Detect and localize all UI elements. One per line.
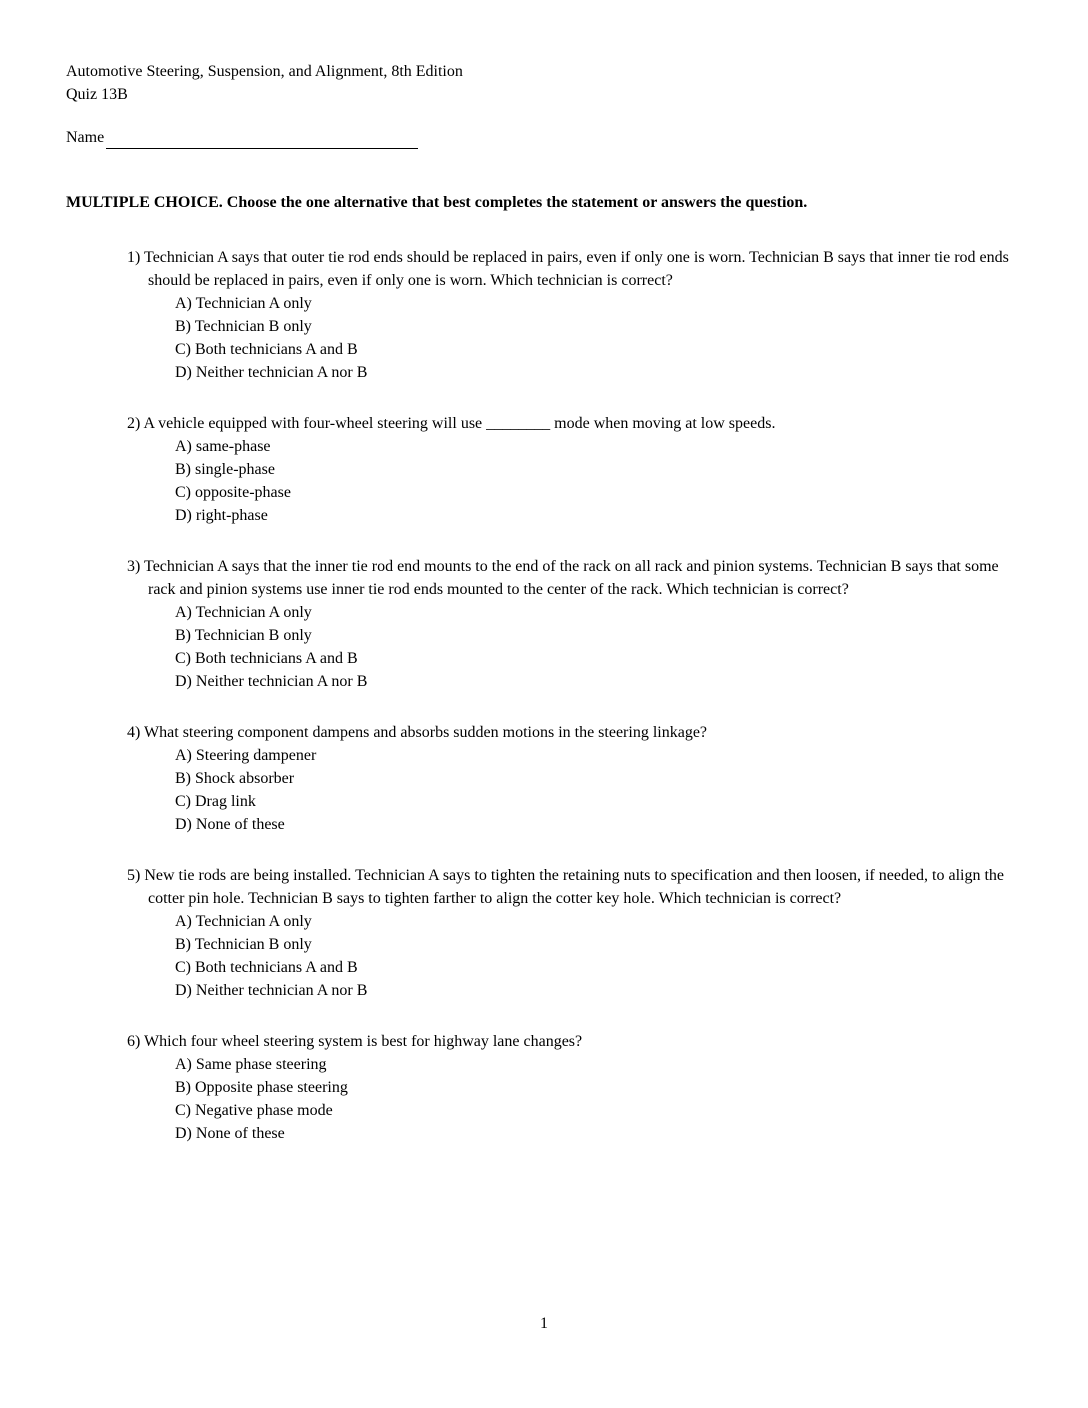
name-label: Name [66,129,105,146]
question-body: A vehicle equipped with four-wheel steering will use ________ mode when moving at low speeds. [143,415,776,432]
choice-c: C) Both technicians A and B [175,341,358,358]
question-5 [127,864,1018,1002]
page-number: 1 [540,1315,548,1332]
choice-c: C) Both technicians A and B [175,650,358,667]
choice-a: A) Same phase steering [175,1056,327,1073]
question-body: New tie rods are being installed. Technician A says to tighten the retaining nuts to specification and then loosen, if needed, to align the cotter pin hole. Technician B says to tighten farther to align the cotter key hole. Which technician is correct? [144,867,1005,907]
choice-d: D) Neither technician A nor B [175,982,368,999]
name-field-row [66,126,1018,149]
question-body: Technician A says that outer tie rod ends should be replaced in pairs, even if only one is worn. Technician B says that inner tie rod ends should be replaced in pairs, even if only one is worn. Which technician is correct? [144,249,1009,289]
name-blank-line [106,130,418,149]
choice-list [175,744,1018,836]
choice-c: C) opposite-phase [175,484,291,501]
question-1 [127,246,1018,384]
document-title: Automotive Steering, Suspension, and Alignment, 8th Edition [66,63,463,80]
choice-list [175,1053,1018,1145]
choice-a: A) Steering dampener [175,747,317,764]
choice-d: D) None of these [175,816,285,833]
question-number: 4) [127,724,141,741]
question-text [127,1030,1018,1053]
choice-list [175,435,1018,527]
question-text [127,555,1018,601]
question-text [127,864,1018,910]
question-number: 5) [127,867,141,884]
question-body: Technician A says that the inner tie rod end mounts to the end of the rack on all rack and pinion systems. Technician B says that some rack and pinion systems use inner tie rod ends mounted to the center of the rack. Which technician is correct? [144,558,999,598]
choice-list [175,601,1018,693]
question-number: 6) [127,1033,141,1050]
question-2 [127,412,1018,527]
question-body: Which four wheel steering system is best for highway lane changes? [144,1033,583,1050]
choice-a: A) same-phase [175,438,271,455]
question-list [127,246,1018,1145]
choice-b: B) Technician B only [175,318,312,335]
question-text [127,412,1018,435]
question-6 [127,1030,1018,1145]
choice-d: D) right-phase [175,507,268,524]
question-number: 2) [127,415,141,432]
question-number: 3) [127,558,141,575]
choice-c: C) Drag link [175,793,256,810]
choice-d: D) None of these [175,1125,285,1142]
question-number: 1) [127,249,141,266]
choice-b: B) single-phase [175,461,275,478]
choice-d: D) Neither technician A nor B [175,673,368,690]
choice-b: B) Technician B only [175,627,312,644]
choice-b: B) Technician B only [175,936,312,953]
question-text [127,246,1018,292]
question-body: What steering component dampens and absorbs sudden motions in the steering linkage? [144,724,708,741]
choice-a: A) Technician A only [175,913,312,930]
section-heading: MULTIPLE CHOICE. Choose the one alternative that best completes the statement or answers the question. [66,194,808,211]
quiz-number: Quiz 13B [66,86,128,103]
question-3 [127,555,1018,693]
choice-c: C) Both technicians A and B [175,959,358,976]
choice-list [175,292,1018,384]
question-4 [127,721,1018,836]
choice-b: B) Shock absorber [175,770,295,787]
choice-a: A) Technician A only [175,604,312,621]
question-text [127,721,1018,744]
document-header [66,60,1018,106]
choice-b: B) Opposite phase steering [175,1079,348,1096]
choice-a: A) Technician A only [175,295,312,312]
choice-c: C) Negative phase mode [175,1102,333,1119]
choice-d: D) Neither technician A nor B [175,364,368,381]
choice-list [175,910,1018,1002]
